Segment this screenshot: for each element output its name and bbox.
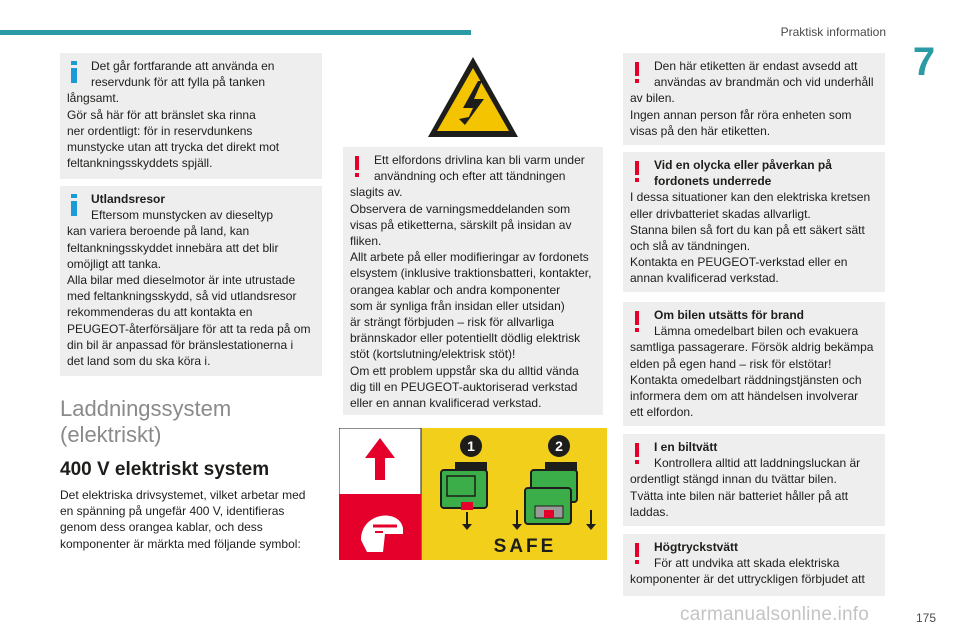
exclamation-icon	[631, 311, 643, 333]
box-text-line: orangea kablar och andra komponenter	[350, 282, 561, 297]
box-text-line: reservdunk för att fylla på tanken	[91, 75, 266, 90]
warning-box-drivetrain	[343, 147, 603, 415]
box-text-line: är strängt förbjuden – risk för allvarliga	[350, 315, 555, 330]
box-text-line: samtliga passagerare. Försök aldrig bekämpa	[630, 340, 874, 355]
chapter-number: 7	[912, 40, 936, 84]
box-title: fordonets underrede	[654, 174, 772, 189]
box-text-line: rekommenderas du att kontakta en	[67, 305, 253, 320]
warning-box-firefighters	[623, 53, 885, 145]
box-text-line: ett elfordon.	[630, 405, 694, 420]
box-text-line: elsystem (inklusive traktionsbatteri, kontakter,	[350, 266, 592, 281]
box-text-line: långsamt.	[67, 91, 120, 106]
box-text-line: Alla bilar med dieselmotor är inte utrustade	[67, 273, 296, 288]
page-number: 175	[915, 611, 936, 625]
box-text-line: brännskador eller potentiellt dödlig elektrisk	[350, 331, 581, 346]
box-text-line: Gör så här för att bränslet ska rinna	[67, 107, 256, 122]
box-text-line: visas på den här etiketten.	[630, 123, 771, 138]
warning-box-accident	[623, 152, 885, 292]
badge-2	[548, 435, 570, 457]
box-text-line: kan variera beroende på land, kan	[67, 224, 250, 239]
box-text-line: Den här etiketten är endast avsedd att	[654, 59, 858, 73]
safe-label: SAFE	[493, 536, 557, 557]
box-title: Högtryckstvätt	[654, 540, 739, 554]
box-text-line: och slå av tändningen.	[630, 239, 751, 254]
box-text-line: För att undvika att skada elektriska	[654, 556, 840, 571]
box-text-line: Tvätta inte bilen när batteriet håller på att	[630, 488, 849, 503]
warning-box-car-wash	[623, 434, 885, 526]
box-text-line: användas av brandmän och vid underhåll	[654, 75, 874, 90]
box-text-line: omöjligt att tanka.	[67, 256, 162, 271]
info-icon	[67, 61, 81, 83]
svg-text:2: 2	[555, 438, 563, 454]
box-text-line: fliken.	[350, 234, 382, 249]
box-text-line: annan kvalificerad verkstad.	[630, 271, 779, 286]
info-icon	[67, 194, 81, 216]
watermark: carmanualsonline.info	[680, 604, 870, 625]
box-text-line: Det går fortfarande att använda en	[91, 59, 275, 73]
box-text-line: Ett elfordons drivlina kan bli varm under	[374, 153, 585, 167]
box-text-line: laddas.	[630, 504, 669, 519]
box-text-line: eller en annan kvalificerad verkstad.	[350, 396, 542, 411]
exclamation-icon	[631, 543, 643, 565]
box-text-line: Lämna omedelbart bilen och evakuera	[654, 324, 859, 339]
box-text-line: med feltankningsskydd, så vid utlandsresor	[67, 289, 297, 304]
box-text-line: munstycke utan att trycka det direkt mot	[67, 140, 280, 155]
box-text-line: dig till en PEUGEOT-auktoriserad verkstad	[350, 379, 578, 394]
box-text-line: ner ordentligt: för in reservdunkens	[67, 123, 253, 138]
top-accent-bar	[0, 30, 471, 35]
section-title: Laddningssystem (elektriskt)	[60, 396, 232, 447]
box-title: Utlandsresor	[91, 192, 166, 206]
box-title: Vid en olycka eller påverkan på	[654, 158, 832, 172]
box-text-line: informera dem om att händelsen involverar	[630, 389, 859, 404]
exclamation-icon	[631, 443, 643, 465]
box-text-line: visas på etiketterna, särskilt på insidan av	[350, 217, 572, 232]
badge-1	[460, 435, 482, 457]
info-box-reserve-can	[60, 53, 322, 179]
box-title: I en biltvätt	[654, 440, 718, 454]
box-text-line: slagits av.	[350, 185, 403, 200]
box-text-line: feltankningsskyddet innebära att det blir	[67, 240, 279, 255]
box-text-line: stöt (kortslutning/elektrisk stöt)!	[350, 347, 516, 362]
box-text-line: Ingen annan person får röra enheten som	[630, 107, 852, 122]
svg-text:1: 1	[467, 438, 475, 454]
box-text-line: I dessa situationer kan den elektriska kretsen	[630, 190, 871, 205]
box-text-line: din bil är anpassad för bränslestationerna i	[67, 337, 294, 352]
box-text-line: eller drivbatteriet skadas allvarligt.	[630, 206, 811, 221]
warning-box-pressure-wash	[623, 534, 885, 596]
box-text-line: användning och efter att tändningen	[374, 169, 566, 184]
box-text-line: av bilen.	[630, 91, 675, 106]
box-text-line: Eftersom munstycken av dieseltyp	[91, 208, 274, 223]
box-text-line: elden på egen hand – risk för elstötar!	[630, 356, 832, 371]
intro-paragraph: Det elektriska drivsystemet, vilket arbetar med en spänning på ungefär 400 V, identifieras genom dess orangea kablar, och dess komponenter är märkta med följande symbol:	[60, 488, 306, 551]
subsection-title: 400 V elektriskt system	[60, 459, 270, 480]
box-text-line: PEUGEOT-återförsäljare för att ta reda på om	[67, 321, 311, 336]
box-text-line: som är synliga från insidan eller utsidan)	[350, 298, 565, 313]
firefighter-safety-label	[339, 428, 607, 560]
warning-box-fire	[623, 302, 885, 426]
exclamation-icon	[631, 62, 643, 84]
box-title: Om bilen utsätts för brand	[654, 308, 805, 322]
box-text-line: Kontrollera alltid att laddningsluckan är	[654, 456, 861, 471]
running-header: Praktisk information	[780, 25, 886, 39]
box-text-line: Om ett problem uppstår ska du alltid vända	[350, 363, 579, 378]
box-text-line: Observera de varningsmeddelanden som	[350, 201, 571, 216]
box-text-line: feltankningsskyddets spjäll.	[67, 156, 213, 171]
info-box-travel-abroad	[60, 186, 322, 376]
box-text-line: Kontakta omedelbart räddningstjänsten och	[630, 372, 862, 387]
exclamation-icon	[351, 156, 363, 178]
high-voltage-warning-icon	[426, 55, 520, 139]
box-text-line: Kontakta en PEUGEOT-verkstad eller en	[630, 255, 848, 270]
exclamation-icon	[631, 161, 643, 183]
box-text-line: komponenter är det uttryckligen förbjudet att	[630, 572, 865, 587]
box-text-line: ordentligt stängd innan du tvättar bilen.	[630, 472, 837, 487]
box-text-line: det land som du ska köra i.	[67, 354, 211, 369]
box-text-line: Stanna bilen så fort du kan på ett säkert sätt	[630, 222, 865, 237]
box-text-line: Allt arbete på eller modifieringar av fordonets	[350, 250, 589, 265]
